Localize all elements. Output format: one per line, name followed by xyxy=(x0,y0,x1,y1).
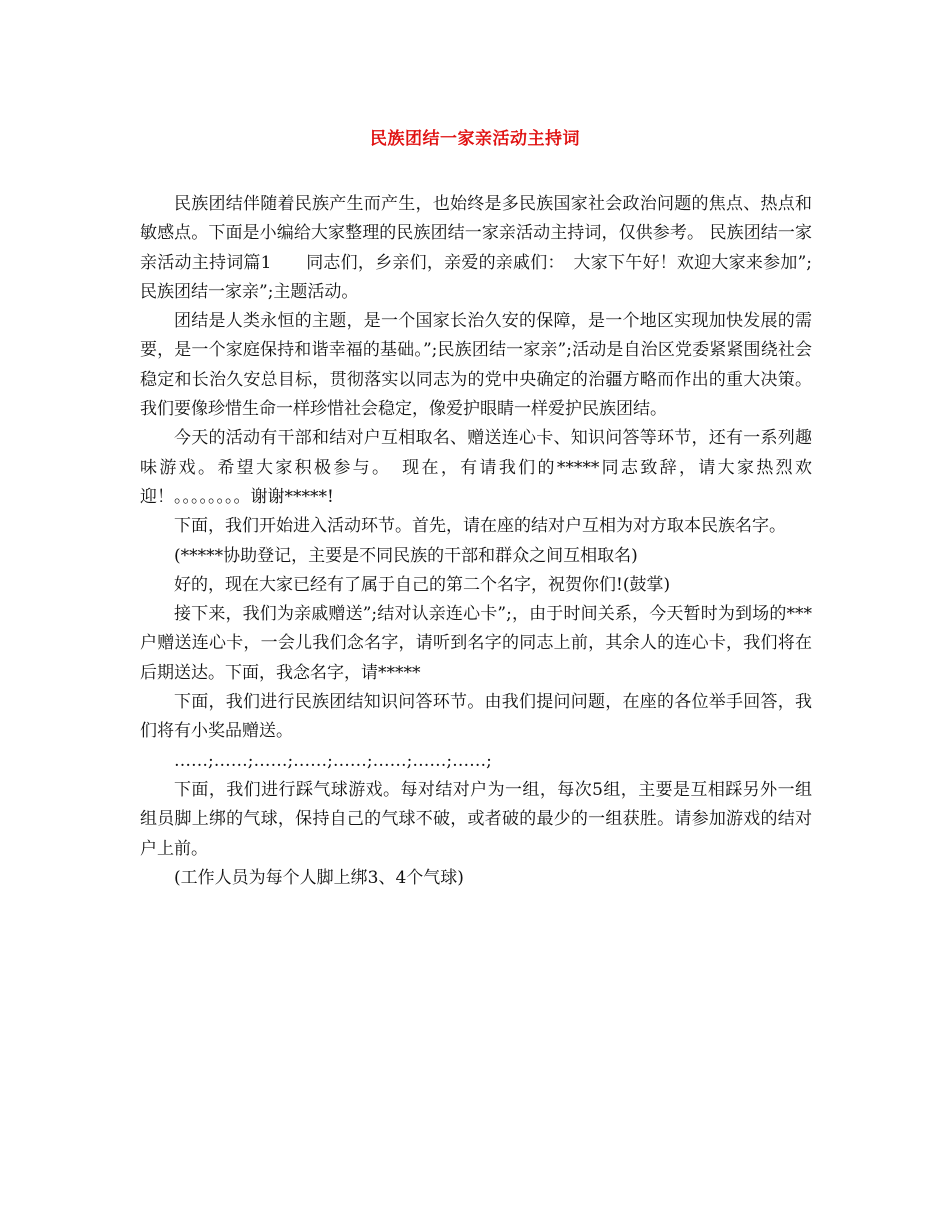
document-title: 民族团结一家亲活动主持词 xyxy=(370,129,580,149)
paragraph: 今天的活动有干部和结对户互相取名、赠送连心卡、知识问答等环节，还有一系列趣味游戏。希望大家积极参与。 现在，有请我们的*****同志致辞，请大家热烈欢迎！。。。。。。。。谢谢*****! xyxy=(140,428,812,507)
paragraph: 下面，我们进行踩气球游戏。每对结对户为一组，每次5组，主要是互相踩另外一组组员脚上绑的气球，保持自己的气球不破，或者破的最少的一组获胜。请参加游戏的结对户上前。 xyxy=(140,779,812,859)
paragraph: (*****协助登记，主要是不同民族的干部和群众之间互相取名) xyxy=(174,545,638,566)
paragraph: (工作人员为每个人脚上绑3、4个气球) xyxy=(174,867,464,888)
paragraph: 下面，我们进行民族团结知识问答环节。由我们提问问题，在座的各位举手回答，我们将有小奖品赠送。 xyxy=(140,692,812,742)
paragraph: 团结是人类永恒的主题，是一个国家长治久安的保障，是一个地区实现加快发展的需要，是一个家庭保持和谐幸福的基础。”;民族团结一家亲”;活动是自治区党委紧紧围绕社会稳定和长治久安总目标，贯彻落实以同志为的党中央确定的治疆方略而作出的重大决策。我们要像珍惜生命一样珍惜社会稳定，像爱护眼睛一样爱护民族团结。 xyxy=(140,311,812,420)
paragraph: ……;……;……;……;……;……;……;……; xyxy=(174,750,492,771)
document-body xyxy=(140,190,812,893)
paragraph: 好的，现在大家已经有了属于自己的第二个名字，祝贺你们!(鼓掌) xyxy=(174,574,671,595)
paragraph: 民族团结伴随着民族产生而产生，也始终是多民族国家社会政治问题的焦点、热点和敏感点。下面是小编给大家整理的民族团结一家亲活动主持词，仅供参考。 民族团结一家亲活动主持词篇1 同志们，乡亲们，亲爱的亲戚们： 大家下午好！欢迎大家来参加”;民族团结一家亲”;主题活动。 xyxy=(140,194,812,302)
paragraph: 下面，我们开始进入活动环节。首先，请在座的结对户互相为对方取本民族名字。 xyxy=(174,516,786,537)
paragraph: 接下来，我们为亲戚赠送”;结对认亲连心卡”;，由于时间关系，今天暂时为到场的***户赠送连心卡，一会儿我们念名字，请听到名字的同志上前，其余人的连心卡，我们将在后期送达。下面，我念名字，请***** xyxy=(140,604,812,683)
